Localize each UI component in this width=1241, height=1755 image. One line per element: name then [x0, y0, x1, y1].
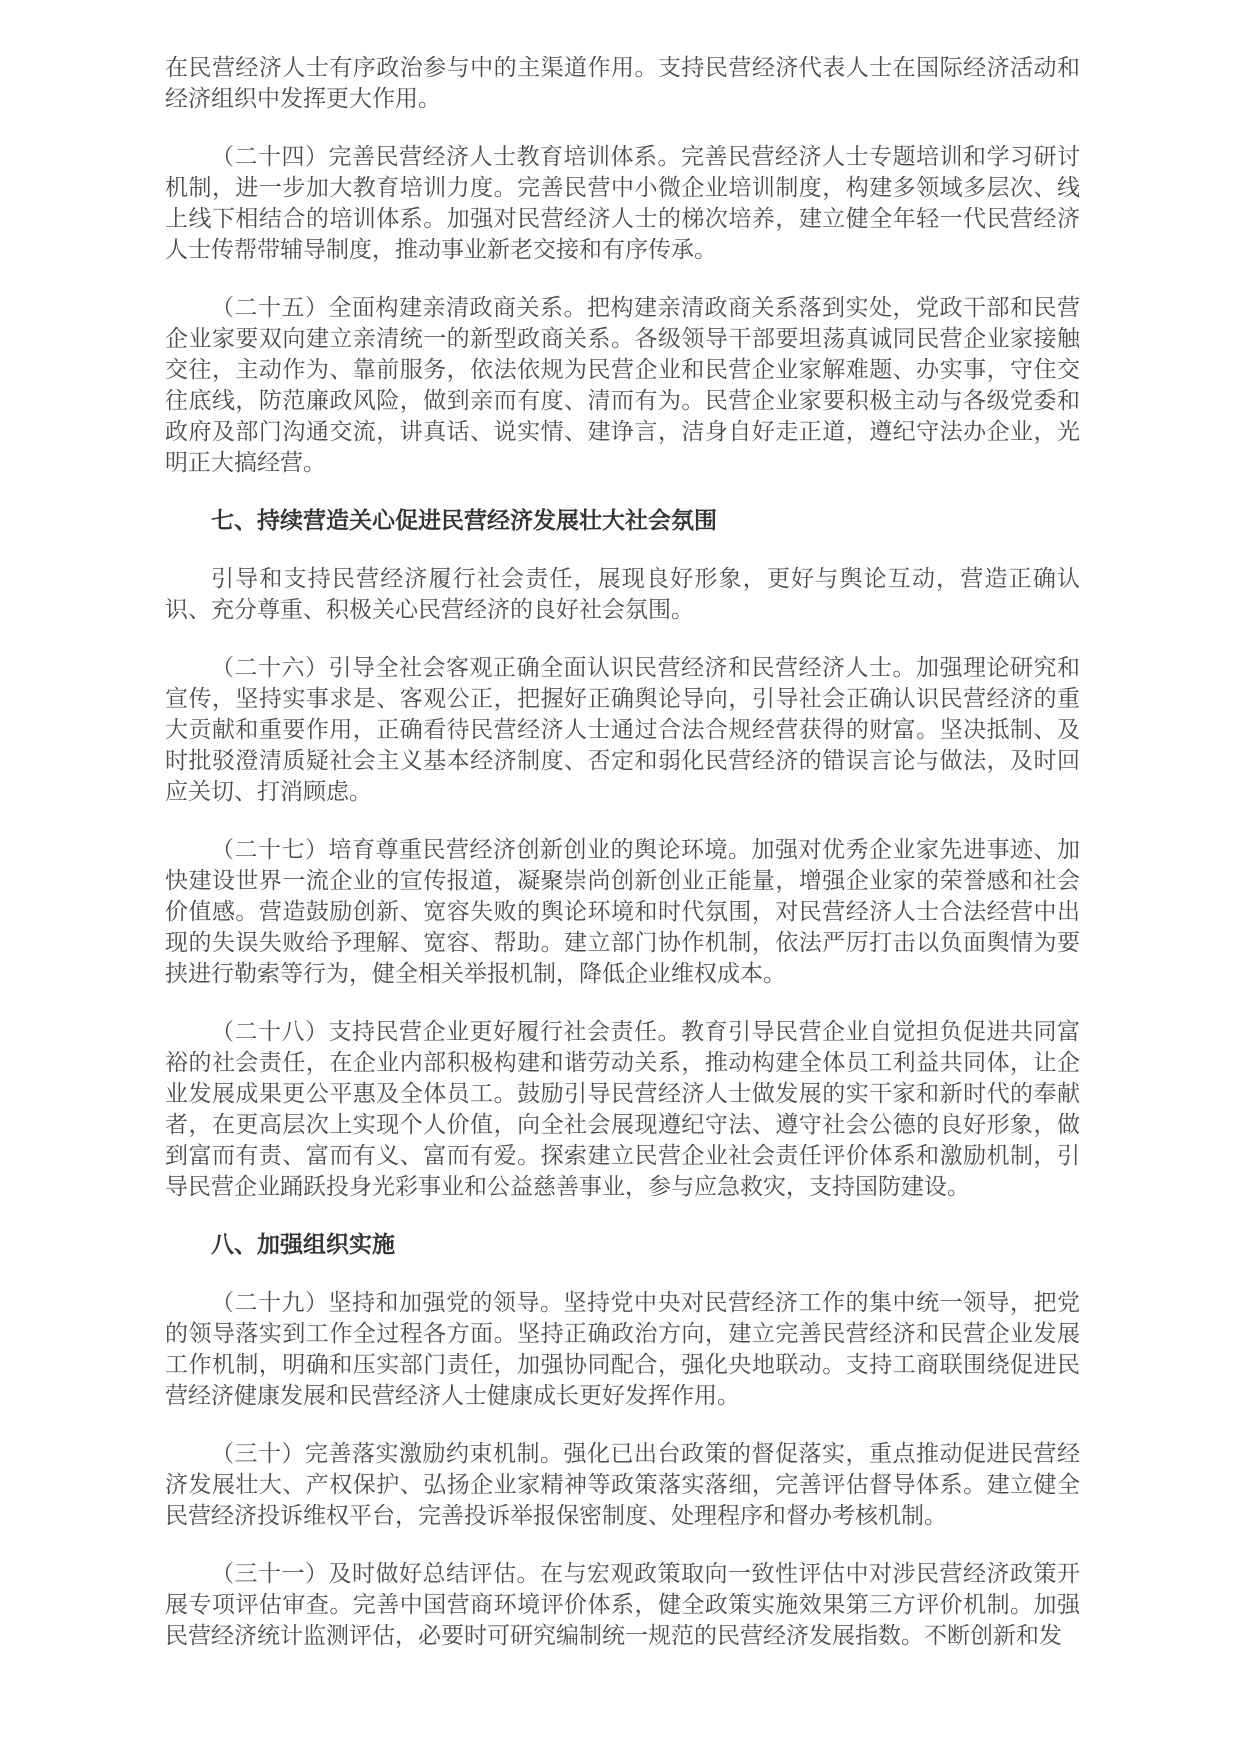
paragraph-item-27: （二十七）培育尊重民营经济创新创业的舆论环境。加强对优秀企业家先进事迹、加快建设世界一流企业的宣传报道，凝聚崇尚创新创业正能量，增强企业家的荣誉感和社会价值感。营造鼓励创新、宽容失败的舆论环境和时代氛围，对民营经济人士合法经营中出现的失误失败给予理解、宽容、帮助。建立部门协作机制，依法严厉打击以负面舆情为要挟进行勒索等行为，健全相关举报机制，降低企业维权成本。 [165, 837, 1080, 986]
section-heading-8: 八、加强组织实施 [211, 1231, 395, 1257]
paragraph-item-26: （二十六）引导全社会客观正确全面认识民营经济和民营经济人士。加强理论研究和宣传，坚持实事求是、客观公正，把握好正确舆论导向，引导社会正确认识民营经济的重大贡献和重要作用，正确看待民营经济人士通过合法合规经营获得的财富。坚决抵制、及时批驳澄清质疑社会主义基本经济制度、否定和弱化民营经济的错误言论与做法，及时回应关切、打消顾虑。 [165, 655, 1080, 804]
paragraph-continuation: 在民营经济人士有序政治参与中的主渠道作用。支持民营经济代表人士在国际经济活动和经济组织中发挥更大作用。 [165, 55, 1080, 111]
paragraph-item-24: （二十四）完善民营经济人士教育培训体系。完善民营经济人士专题培训和学习研讨机制，进一步加大教育培训力度。完善民营中小微企业培训制度，构建多领域多层次、线上线下相结合的培训体系。加强对民营经济人士的梯次培养，建立健全年轻一代民营经济人士传帮带辅导制度，推动事业新老交接和有序传承。 [165, 144, 1080, 262]
paragraph-item-29: （二十九）坚持和加强党的领导。坚持党中央对民营经济工作的集中统一领导，把党的领导落实到工作全过程各方面。坚持正确政治方向，建立完善民营经济和民营企业发展工作机制，明确和压实部门责任，加强协同配合，强化央地联动。支持工商联围绕促进民营经济健康发展和民营经济人士健康成长更好发挥作用。 [165, 1290, 1080, 1408]
section-heading-7: 七、持续营造关心促进民营经济发展壮大社会氛围 [211, 507, 717, 533]
paragraph-item-30: （三十）完善落实激励约束机制。强化已出台政策的督促落实，重点推动促进民营经济发展壮大、产权保护、弘扬企业家精神等政策落实落细，完善评估督导体系。建立健全民营经济投诉维权平台，完善投诉举报保密制度、处理程序和督办考核机制。 [165, 1441, 1080, 1528]
paragraph-item-28: （二十八）支持民营企业更好履行社会责任。教育引导民营企业自觉担负促进共同富裕的社会责任，在企业内部积极构建和谐劳动关系，推动构建全体员工利益共同体，让企业发展成果更公平惠及全体员工。鼓励引导民营经济人士做发展的实干家和新时代的奉献者，在更高层次上实现个人价值，向全社会展现遵纪守法、遵守社会公德的良好形象，做到富而有责、富而有义、富而有爱。探索建立民营企业社会责任评价体系和激励机制，引导民营企业踊跃投身光彩事业和公益慈善事业，参与应急救灾，支持国防建设。 [165, 1019, 1080, 1199]
paragraph-item-31: （三十一）及时做好总结评估。在与宏观政策取向一致性评估中对涉民营经济政策开展专项评估审查。完善中国营商环境评价体系，健全政策实施效果第三方评价机制。加强民营经济统计监测评估，必要时可研究编制统一规范的民营经济发展指数。不断创新和发 [165, 1561, 1080, 1648]
paragraph-item-25: （二十五）全面构建亲清政商关系。把构建亲清政商关系落到实处，党政干部和民营企业家要双向建立亲清统一的新型政商关系。各级领导干部要坦荡真诚同民营企业家接触交往，主动作为、靠前服务，依法依规为民营企业和民营企业家解难题、办实事，守住交往底线，防范廉政风险，做到亲而有度、清而有为。民营企业家要积极主动与各级党委和政府及部门沟通交流，讲真话、说实情、建诤言，洁身自好走正道，遵纪守法办企业，光明正大搞经营。 [165, 295, 1080, 475]
paragraph-section-7-intro: 引导和支持民营经济履行社会责任，展现良好形象，更好与舆论互动，营造正确认识、充分尊重、积极关心民营经济的良好社会氛围。 [165, 566, 1080, 622]
